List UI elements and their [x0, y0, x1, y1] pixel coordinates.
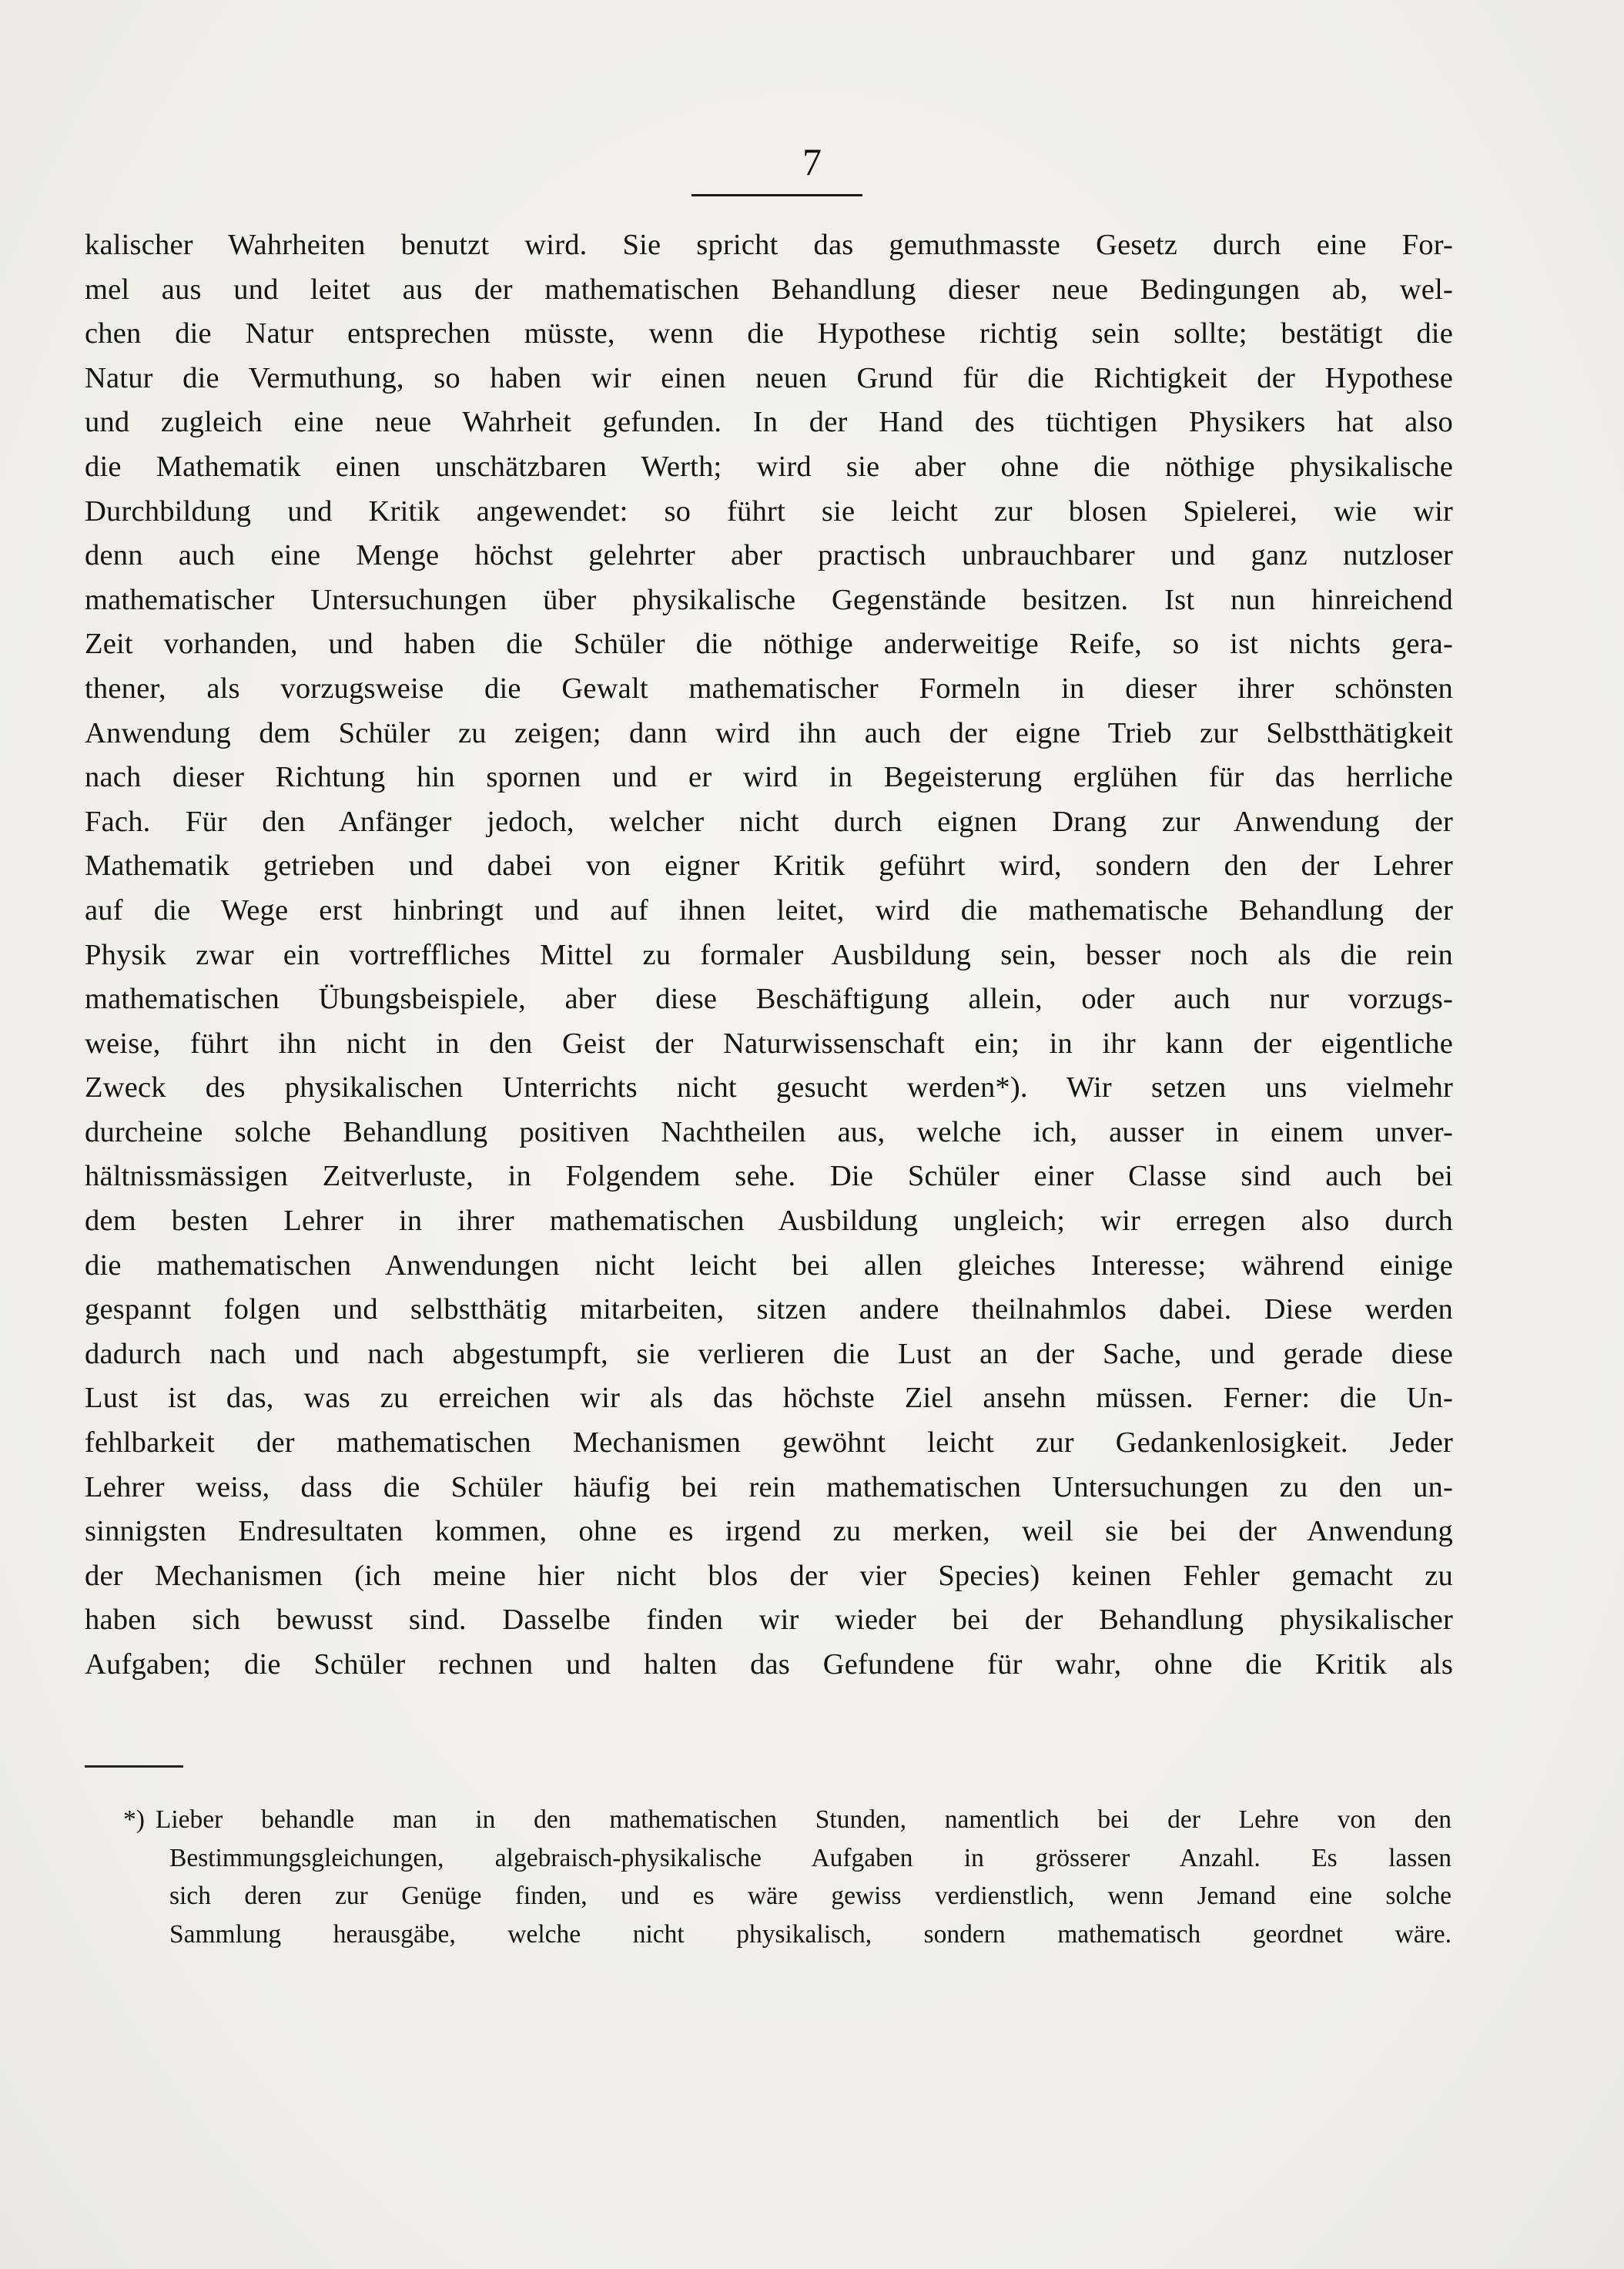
- body-line: dadurch nach und nach abgestumpft, sie verlieren die Lust an der Sache, und gerade diese: [85, 1337, 1453, 1370]
- footnote: [123, 1801, 1452, 1953]
- body-line: die Mathematik einen unschätzbaren Werth; wird sie aber ohne die nöthige physikalische: [85, 450, 1453, 483]
- body-line: Mathematik getrieben und dabei von eigner Kritik geführt wird, sondern den der Lehrer: [85, 850, 1453, 883]
- footnote-marker: *): [123, 1805, 145, 1834]
- body-line: Lust ist das, was zu erreichen wir als das höchste Ziel ansehn müssen. Ferner: die Un-: [85, 1382, 1453, 1415]
- body-line: fehlbarkeit der mathematischen Mechanismen gewöhnt leicht zur Gedankenlosigkeit. Jeder: [85, 1426, 1453, 1460]
- body-line: Fach. Für den Anfänger jedoch, welcher nicht durch eignen Drang zur Anwendung der: [85, 805, 1453, 838]
- body-line: die mathematischen Anwendungen nicht leicht bei allen gleiches Interesse; während einige: [85, 1248, 1453, 1282]
- body-line: Zeit vorhanden, und haben die Schüler die nöthige anderweitige Reife, so ist nichts gera-: [85, 628, 1453, 661]
- footnote-line: Lieber behandle man in den mathematischen Stunden, namentlich bei der Lehre von den: [155, 1805, 1452, 1834]
- footnote-line: Bestimmungsgleichungen, algebraisch-physikalische Aufgaben in grösserer Anzahl. Es lassen: [169, 1843, 1452, 1872]
- body-line: denn auch eine Menge höchst gelehrter aber practisch unbrauchbarer und ganz nutzloser: [85, 539, 1453, 572]
- body-line: weise, führt ihn nicht in den Geist der Naturwissenschaft ein; in ihr kann der eigentliche: [85, 1027, 1453, 1060]
- body-line: Aufgaben; die Schüler rechnen und halten das Gefundene für wahr, ohne die Kritik als: [85, 1648, 1453, 1681]
- body-line: Zweck des physikalischen Unterrichts nicht gesucht werden*). Wir setzen uns vielmehr: [85, 1071, 1453, 1104]
- body-line: chen die Natur entsprechen müsste, wenn die Hypothese richtig sein sollte; bestätigt die: [85, 317, 1453, 350]
- body-line: Durchbildung und Kritik angewendet: so führt sie leicht zur blosen Spielerei, wie wir: [85, 494, 1453, 528]
- body-line: Lehrer weiss, dass die Schüler häufig bei rein mathematischen Untersuchungen zu den un-: [85, 1470, 1453, 1503]
- footnote-line-first: [123, 1801, 1452, 1839]
- body-line: Physik zwar ein vortreffliches Mittel zu formaler Ausbildung sein, besser noch als die rein: [85, 938, 1453, 971]
- body-line: und zugleich eine neue Wahrheit gefunden. In der Hand des tüchtigen Physikers hat also: [85, 406, 1453, 439]
- body-line: gespannt folgen und selbstthätig mitarbeiten, sitzen andere theilnahmlos dabei. Diese werden: [85, 1293, 1453, 1326]
- footnote-line: Sammlung herausgäbe, welche nicht physikalisch, sondern mathematisch geordnet wäre.: [169, 1919, 1452, 1949]
- footnote-rule: [85, 1765, 183, 1768]
- body-line: thener, als vorzugsweise die Gewalt mathematischer Formeln in dieser ihrer schönsten: [85, 672, 1453, 705]
- page-number: 7: [802, 140, 822, 183]
- body-line: dem besten Lehrer in ihrer mathematischen Ausbildung ungleich; wir erregen also durch: [85, 1205, 1453, 1238]
- footnote-line: sich deren zur Genüge finden, und es wäre gewiss verdienstlich, wenn Jemand eine solche: [169, 1882, 1452, 1910]
- body-line: hältnissmässigen Zeitverluste, in Folgendem sehe. Die Schüler einer Classe sind auch bei: [85, 1160, 1453, 1193]
- body-line: durcheine solche Behandlung positiven Nachtheilen aus, welche ich, ausser in einem unver-: [85, 1115, 1453, 1148]
- body-line: mel aus und leitet aus der mathematischen Behandlung dieser neue Bedingungen ab, wel-: [85, 273, 1453, 306]
- body-line: mathematischer Untersuchungen über physikalische Gegenstände besitzen. Ist nun hinreichend: [85, 583, 1453, 616]
- body-text: [85, 223, 1453, 1688]
- body-line: kalischer Wahrheiten benutzt wird. Sie spricht das gemuthmasste Gesetz durch eine For-: [85, 229, 1453, 261]
- body-line: der Mechanismen (ich meine hier nicht blos der vier Species) keinen Fehler gemacht zu: [85, 1559, 1453, 1592]
- page-number-rule: [691, 194, 862, 196]
- body-line: mathematischen Übungsbeispiele, aber diese Beschäftigung allein, oder auch nur vorzugs-: [85, 983, 1453, 1016]
- body-line: Natur die Vermuthung, so haben wir einen neuen Grund für die Richtigkeit der Hypothese: [85, 361, 1453, 394]
- body-line: sinnigsten Endresultaten kommen, ohne es irgend zu merken, weil sie bei der Anwendung: [85, 1515, 1453, 1548]
- body-line: nach dieser Richtung hin spornen und er wird in Begeisterung erglühen für das herrliche: [85, 761, 1453, 794]
- body-line: auf die Wege erst hinbringt und auf ihnen leitet, wird die mathematische Behandlung der: [85, 893, 1453, 927]
- body-line: Anwendung dem Schüler zu zeigen; dann wird ihn auch der eigne Trieb zur Selbstthätigkeit: [85, 716, 1453, 749]
- body-line: haben sich bewusst sind. Dasselbe finden wir wieder bei der Behandlung physikalischer: [85, 1604, 1453, 1637]
